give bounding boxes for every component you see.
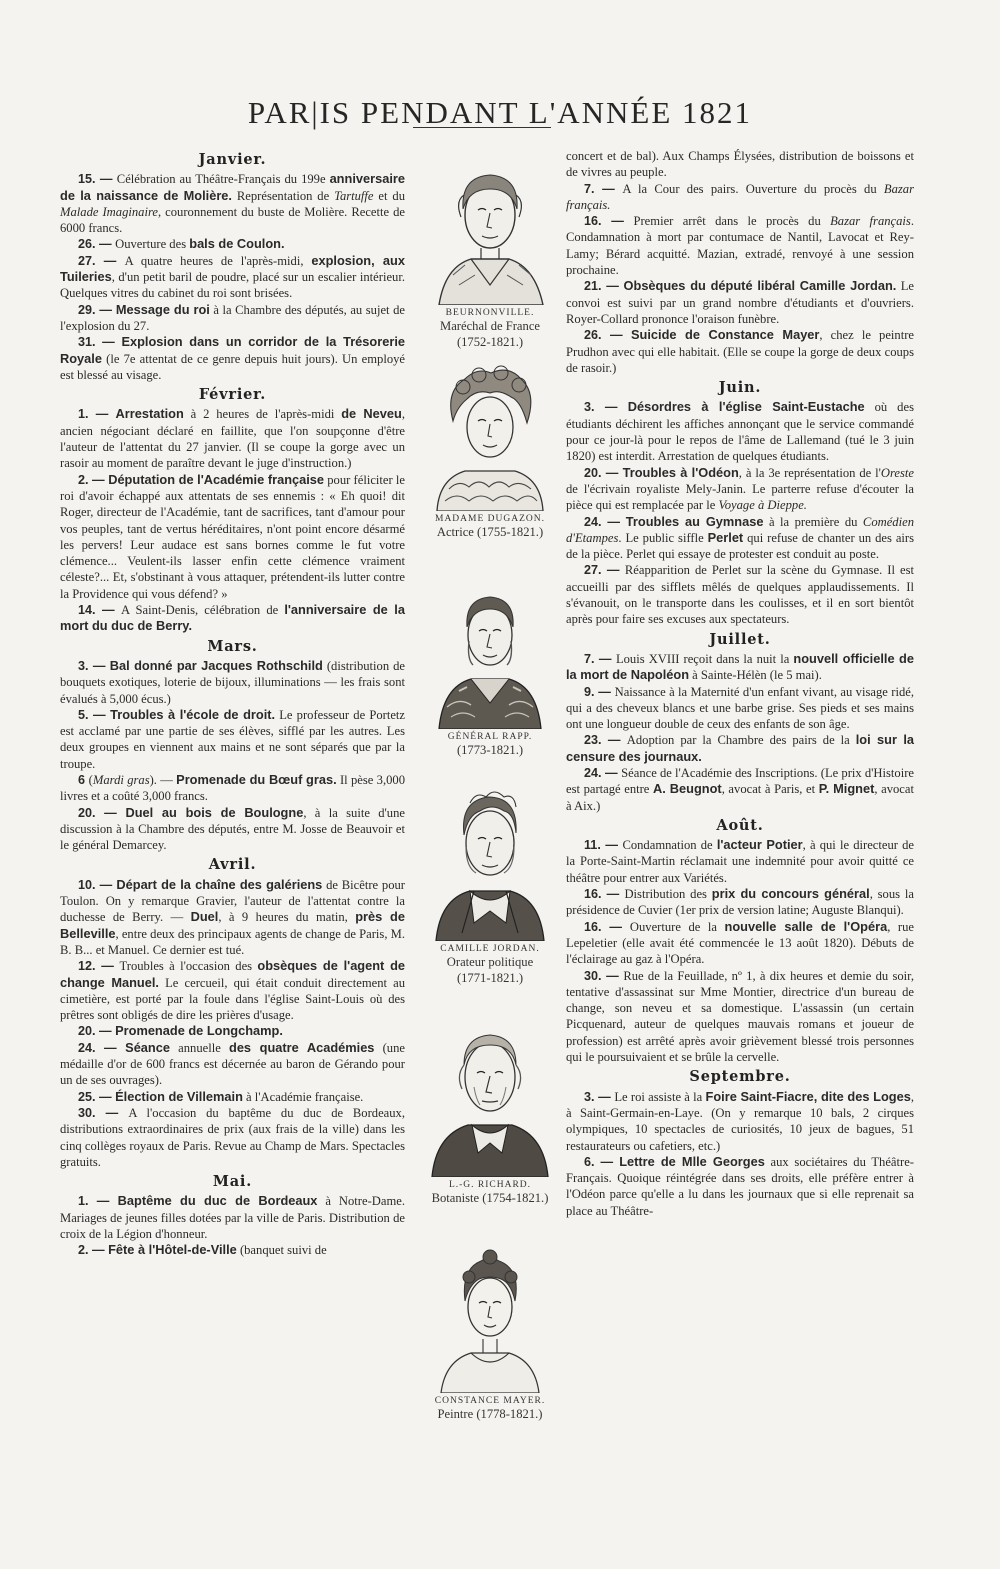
entry-text: Le professeur de Portetz est acclamé par une partie de ses élèves, sifflé par les autres. Les deux groupes en viennent aux mains et ne sont séparés que par la troupe. (60, 707, 405, 771)
rapp-portrait-image (433, 579, 547, 729)
entry-text: Réapparition de Perlet sur la scène du Gymnase. Il est accueilli par des sifflets mêlés de quelques applaudissements. Il s'évanouit, on le transporte dans les coulisses, et il en sort bientôt après pour faire ses excuses aux spectateurs. (566, 563, 914, 627)
portrait-dates: (1773-1821.) (456, 743, 524, 757)
entry-date: 16. — (584, 919, 630, 934)
entry-date: 5. — (78, 707, 111, 722)
entry-highlight: Duel (190, 909, 219, 925)
entry-highlight: explosion, aux Tuileries (60, 252, 405, 285)
entry-text: , rue Lepeletier (elle avait été commencée le 13 août 1820). Débuts de l'éclairage au gaz à l'Opéra. (566, 919, 914, 967)
entry-text: Le cercueil, qui était conduit directement au cimetière, est porté par la foule dans l'église Saint-Louis où des prêtres sont obligés de dire les prières d'usage. (60, 975, 406, 1023)
chronicle-entry (60, 1105, 405, 1170)
entry-date: 16. — (584, 214, 634, 229)
entry-highlight: Foire Saint-Fiacre, dite des Loges (705, 1088, 911, 1104)
entry-text: et du (373, 188, 405, 203)
entry-text: , chez le peintre Prudhon avec qui elle habitait. (Elle se coupe la gorge de deux coups de rasoir.) (566, 328, 915, 375)
entry-highlight: Arrestation (115, 406, 184, 422)
entry-text: Naissance à la Maternité d'un enfant vivant, au visage ridé, qui a des cheveux blancs et une barbe grise. Ses pieds et ses mains ont une longueur double de ceux des enfants de son âge. (566, 684, 914, 732)
entry-highlight: Désordres à l'église Saint-Eustache (627, 399, 865, 415)
portrait-name: BEURNONVILLE. (445, 308, 535, 318)
entry-text: Il pèse 3,000 livres et a coûté 3,000 francs. (60, 772, 405, 804)
entry-text: , ancien négociant déclaré en faillite, que l'on soupçonne d'être l'auteur de l'attentat du 27 janvier. (Il se coupe la gorge avec un rasoir au moment de paraître devant le juge d'instruction.) (60, 407, 406, 471)
month-heading: Septembre. (689, 1068, 791, 1086)
entry-date: 10. — (78, 877, 117, 892)
month-heading: Juillet. (709, 630, 771, 648)
entry-highlight: Explosion dans un corridor de la Trésorerie Royale (60, 334, 405, 366)
entry-text: pour féliciter le roi d'avoir échappé aux attentats de ses ennemis : « Eh quoi! dit Roger, directeur de l'Académie, tant de sacrifices, tant d'amour pour vos peuples, tant de vertus héréditaires, n'ont point encore désarmé les pervers! Leur audace est sans bornes comme le fut votre clémence... Veulent-ils lasser enfin cette clémence vraiment céleste?... Et, s'obstinant à vous attaquer, prétendent-ils lutter contre la Providence qui vous défend? » (60, 472, 405, 601)
chronicle-entry (60, 602, 405, 635)
entry-text: Ouverture des (115, 237, 190, 252)
chronicle-entry (566, 684, 914, 733)
entry-date: 14. — (78, 603, 122, 618)
entry-date: 31. — (78, 335, 122, 350)
entry-text: ( (88, 772, 93, 787)
mayer-portrait-image (431, 1243, 549, 1393)
entry-title: Oreste (880, 465, 914, 480)
entry-title: Comédien d'Etampes (566, 514, 914, 545)
entry-date: 11. — (584, 838, 623, 853)
entry-text: à Sainte-Hélèn (le 5 mai). (689, 668, 822, 683)
month-heading: Août. (716, 816, 764, 834)
portrait-dates: (1771-1821.) (456, 971, 524, 985)
portrait-dates: (1752-1821.) (456, 335, 524, 349)
month-heading: Juin. (718, 379, 762, 397)
entry-highlight: Lettre de Mlle Georges (619, 1153, 765, 1169)
entry-text: Le convoi est suivi par un grand nombre d'étudiants et d'ouvriers. Royer-Collard prononce l'oraison funèbre. (566, 279, 914, 326)
chronicle-entry (60, 334, 405, 383)
entry-text: de Bicêtre pour Toulon. On y remarque Gravier, l'auteur de l'attentat contre la duchesse de Berry. — (60, 877, 405, 925)
entry-highlight: Départ de la chaîne des galériens (116, 876, 323, 892)
entry-highlight: des quatre Académies (229, 1039, 375, 1055)
entry-text: , avocat à Paris, et (721, 782, 819, 797)
chronicle-entry (566, 651, 914, 684)
entry-highlight: Obsèques du député libéral Camille Jordan. (623, 278, 897, 294)
entry-highlight: Perlet (707, 529, 744, 545)
left-column (60, 148, 405, 1259)
chronicle-entry (566, 837, 914, 886)
entry-date: 21. — (584, 279, 624, 294)
portrait-richard (420, 1019, 560, 1237)
entry-date: 3. — (584, 400, 628, 415)
title-divider (413, 127, 551, 128)
entry-text: , avocat à Aix.) (566, 782, 914, 813)
entry-title: Tartuffe (334, 188, 374, 203)
entry-date: 27. — (78, 253, 125, 268)
entry-highlight: obsèques de l'agent de change Manuel. (60, 958, 406, 990)
chronicle-entry (60, 1193, 405, 1242)
entry-date: 27. — (584, 563, 625, 578)
chronicle-entry (566, 886, 914, 919)
chronicle-entry (60, 958, 405, 1023)
entry-text: A la Cour des pairs. Ouverture du procès du (622, 181, 884, 196)
entry-text: (distribution de bouquets exotiques, loterie de bijoux, illuminations — les frais sont évalués à 5,000 écus.) (60, 658, 405, 706)
chronicle-entry (566, 327, 914, 376)
portrait-name: GÉNÉRAL RAPP. (447, 732, 533, 742)
portrait-name: CONSTANCE MAYER. (434, 1396, 546, 1406)
chronicle-entry (566, 514, 914, 563)
portrait-mayer (420, 1243, 560, 1443)
entry-highlight: P. Mignet (818, 781, 875, 797)
entry-text: Louis XVIII reçoit dans la nuit la (615, 651, 794, 666)
entry-date: 2. — (78, 472, 109, 487)
chronicle-entry (566, 1154, 914, 1219)
portrait-dugazon (420, 361, 560, 573)
entry-text: Séance de l'Académie des Inscriptions. (Le prix d'Histoire est partagé entre (566, 765, 914, 797)
portrait-role: Actrice (1755-1821.) (436, 525, 544, 539)
chronicle-entry (60, 472, 405, 602)
entry-highlight: Séance (125, 1039, 170, 1055)
chronicle-entry (60, 171, 405, 236)
chronicle-entry (566, 399, 914, 464)
entry-text: Troubles à l'occasion des (119, 959, 258, 974)
entry-text: , à la 3e représentation de l' (738, 465, 881, 480)
entry-text: Célébration au Théâtre-Français du 199e (116, 172, 330, 187)
chronicle-entry (60, 1242, 405, 1258)
chronicle-entry (566, 732, 914, 765)
portrait-name: L.-G. RICHARD. (448, 1180, 532, 1190)
chronicle-entry (566, 765, 914, 814)
portrait-rapp (420, 579, 560, 777)
entry-highlight: Promenade du Bœuf gras. (176, 771, 337, 787)
entry-text: (une médaille d'or de 600 francs est décernée au baron de Gérando pour un de ses ouvrages). (60, 1040, 405, 1088)
entry-highlight: Suicide de Constance Mayer (631, 327, 820, 343)
entry-highlight: près de Belleville (60, 909, 405, 941)
entry-date: 7. — (584, 181, 623, 196)
entry-highlight: l'anniversaire de la mort du duc de Berry. (60, 602, 405, 634)
portrait-name: MADAME DUGAZON. (435, 514, 545, 524)
chronicle-entry (60, 302, 405, 335)
entry-title: Malade Imaginaire (60, 204, 158, 219)
entry-highlight: Bal donné par Jacques Rothschild (109, 657, 323, 673)
entry-text: . Condamnation à mort par contumace de Nantil, Lavocat et Rey-Lamy; Bérard acquitté. Mazian, extradé, renvoyé à une session prochaine. (566, 214, 914, 278)
entry-text: , d'un petit baril de poudre, placé sur un escalier intérieur. Quelques vitres du cabinet du roi sont brisées. (60, 270, 405, 301)
entry-text: Rue de la Feuillade, nº 1, à dix heures et demie du soir, tentative d'assassinat sur Mme Montier, directrice d'un bureau de change, son neveu et sa domestique. L'assassin (un certain Picquenard, auteur de quelques mauvais romans et joueur de profession) est arrêté après avoir grièvement blessé trois personnes qui le poursuivaient et se brûle la cervelle. (566, 968, 914, 1065)
entry-date: 24. — (78, 1040, 126, 1055)
entry-date: 1. — (78, 1194, 118, 1209)
chronicle-entry (566, 562, 914, 627)
month-heading: Mars. (207, 637, 258, 655)
entry-date: 23. — (584, 733, 627, 748)
entry-highlight: Promenade de Longchamp. (115, 1023, 283, 1039)
entry-highlight: A. Beugnot (653, 781, 722, 797)
portrait-jordan (420, 783, 560, 1013)
entry-date: 1. — (78, 407, 116, 422)
entry-text: à 2 heures de l'après-midi (183, 407, 342, 422)
entry-highlight: Troubles au Gymnase (625, 513, 764, 529)
entry-text: , sous la présidence de Cuvier (1er prix de version latine; Auguste Blanqui). (566, 887, 914, 918)
chronicle-entry (60, 236, 405, 252)
entry-date: 6. — (584, 1154, 620, 1169)
entry-text: A Saint-Denis, célébration de (121, 603, 285, 618)
entry-date: 20. — (78, 805, 126, 820)
entry-text: à la Chambre des députés, au sujet de l'explosion du 27. (60, 302, 405, 333)
entry-text: Le roi assiste à la (614, 1089, 706, 1104)
entry-highlight: loi sur la censure des journaux. (566, 732, 915, 764)
entry-text: A l'occasion du baptême du duc de Bordeaux, distributions extraordinaires de prix (aux frais de la ville) dans les cinq collèges royaux de Paris. Revue au Champ de Mars. Spectacles gratuits. (60, 1105, 405, 1169)
chronicle-entry (566, 968, 914, 1066)
entry-text: (banquet suivi de (236, 1243, 327, 1258)
entry-text: à l'Académie française. (242, 1089, 364, 1104)
entry-highlight: prix du concours général (711, 886, 870, 902)
entry-title: Bazar français. (566, 181, 914, 212)
page-title: PAR|IS PENDANT L'ANNÉE 1821 (247, 94, 753, 130)
entry-highlight: de Neveu (341, 406, 402, 422)
entry-date: 7. — (584, 651, 616, 666)
entry-date: 30. — (78, 1105, 129, 1120)
right-column (566, 148, 914, 1219)
entry-text: Distribution des (624, 887, 712, 902)
entry-text: . Le public siffle (618, 530, 708, 545)
entry-text: (le 7e attentat de ce genre depuis huit jours). Un employé est blessé au visage. (60, 351, 405, 382)
entry-title: Voyage à Dieppe. (718, 498, 807, 513)
entry-highlight: nouvelle salle de l'Opéra (724, 918, 888, 934)
chronicle-entry (566, 213, 914, 278)
chronicle-entry (60, 805, 405, 854)
entry-text: , à qui le directeur de la Porte-Saint-Martin réclamait une indemnité pour avoir quitté ce théâtre pour entrer aux Variétés. (566, 838, 915, 885)
entry-text: à Notre-Dame. Mariages de jeunes filles dotées par la ville de Paris. Distribution de croix de la Légion d'honneur. (60, 1194, 405, 1241)
richard-portrait-image (428, 1019, 552, 1177)
entry-date: 20. — (78, 1024, 116, 1039)
entry-highlight: anniversaire de la naissance de Molière. (60, 171, 405, 203)
entry-date: 2. — (78, 1243, 109, 1258)
entry-text: , à la suite d'une discussion à la Chambre des députés, entre M. Josse de Beauvoir et le général Demarcey. (60, 805, 405, 853)
portrait-column (420, 155, 560, 1449)
entry-text: Condamnation de (622, 838, 717, 853)
entry-highlight: l'acteur Potier (716, 837, 803, 853)
entry-date: 26. — (78, 237, 116, 252)
dugazon-portrait-image (429, 361, 551, 511)
month-heading: Mai. (212, 1173, 253, 1191)
entry-text: Représentation de (231, 188, 335, 203)
entry-highlight: Députation de l'Académie française (108, 471, 325, 487)
entry-text: de l'écrivain royaliste Mely-Janin. Le parterre refuse d'écouter la pièce qui est remplacée par le (566, 481, 914, 513)
chronicle-entry (60, 1023, 405, 1039)
entry-date: 3. — (584, 1089, 615, 1104)
chronicle-entry (60, 877, 405, 958)
entry-text: , à 9 heures du matin, (218, 910, 356, 925)
entry-text: Premier arrêt dans le procès du (633, 214, 831, 229)
entry-text: Ouverture de la (629, 919, 725, 934)
entry-text: où des étudiants déchirent les affiches annonçant que le service commandé pour ce jour-là pour le repos de l'âme de Lallemand (tué le 3 juin 1820) est interdit. Arrestation de quelques étudiants. (566, 400, 914, 464)
month-heading: Avril. (208, 856, 257, 874)
portrait-name: CAMILLE JORDAN. (440, 944, 540, 954)
entry-highlight: Élection de Villemain (115, 1088, 243, 1104)
portrait-role: Botaniste (1754-1821.) (431, 1191, 549, 1205)
chronicle-entry (566, 148, 914, 181)
chronicle-entry (566, 465, 914, 514)
chronicle-entry (566, 181, 914, 214)
entry-highlight: nouvell officielle de la mort de Napoléon (566, 650, 914, 683)
entry-date: 9. — (584, 684, 615, 699)
chronicle-entry (60, 772, 405, 805)
chronicle-entry (60, 253, 405, 302)
portrait-beurnonville (420, 155, 560, 355)
entry-date: 6 (78, 772, 89, 787)
entry-date: 15. — (78, 172, 117, 187)
entry-highlight: bals de Coulon. (189, 236, 285, 252)
entry-highlight: Troubles à l'école de droit. (110, 706, 276, 722)
entry-highlight: Duel au bois de Boulogne (125, 804, 304, 820)
month-heading: Février. (198, 386, 267, 404)
entry-text: Adoption par la Chambre des pairs de la (626, 733, 856, 748)
entry-text: , entre deux des principaux agents de change de Paris, M. B. B... et Manuel. Ce dernier est tué. (60, 926, 405, 957)
beurnonville-portrait-image (431, 155, 549, 305)
entry-text: , couronnement du buste de Molière. Recette de 6000 francs. (60, 204, 405, 236)
entry-date: 25. — (78, 1089, 116, 1104)
chronicle-entry (60, 1040, 405, 1089)
entry-date: 29. — (78, 302, 116, 317)
entry-text: ). — (149, 772, 177, 787)
portrait-role: Maréchal de France (440, 319, 540, 333)
chronicle-entry (60, 707, 405, 772)
entry-text: A quatre heures de l'après-midi, (124, 253, 312, 268)
entry-text: à la première du (763, 514, 863, 529)
entry-highlight: Message du roi (115, 301, 210, 317)
entry-date: 20. — (584, 465, 623, 480)
month-heading: Janvier. (198, 151, 267, 168)
entry-text: , à Saint-Germain-en-Laye. (On y remarque 10 bals, 2 cirques olympiques, 10 spectacles de curiosités, 10 jeux de bagues, 51 restaurateurs ou cafetiers, etc.) (566, 1089, 914, 1153)
entry-date: 26. — (584, 328, 632, 343)
chronicle-entry (566, 278, 914, 327)
entry-date: 12. — (78, 959, 120, 974)
entry-date: 24. — (584, 514, 626, 529)
chronicle-entry (60, 658, 405, 707)
entry-text: concert et de bal). Aux Champs Élysées, distribution de boissons et de vivres au peuple. (566, 149, 914, 180)
chronicle-entry (566, 1089, 914, 1154)
entry-highlight: Fête à l'Hôtel-de-Ville (108, 1242, 237, 1258)
jordan-portrait-image (430, 783, 550, 941)
entry-title: Mardi gras (92, 772, 150, 787)
chronicle-entry (566, 919, 914, 968)
entry-highlight: Troubles à l'Odéon (622, 464, 739, 480)
entry-highlight: Baptême du duc de Bordeaux (117, 1193, 318, 1209)
entry-date: 16. — (584, 887, 625, 902)
portrait-role: Orateur politique (446, 955, 534, 969)
chronicle-entry (60, 406, 405, 471)
entry-date: 3. — (78, 658, 110, 673)
entry-text: aux sociétaires du Théâtre-Français. Quoique réintégrée dans ses droits, elle préfère entrer à l'Odéon parce qu'elle a lu dans les journaux que si elle reprenait sa place au Théâtre- (566, 1154, 914, 1218)
entry-date: 24. — (584, 765, 622, 780)
portrait-role: Peintre (1778-1821.) (437, 1407, 543, 1421)
chronicle-entry (60, 1089, 405, 1105)
entry-title: Bazar français (830, 214, 911, 229)
entry-text: qui refuse de chanter un des airs de la pièce. Perlet qui essaye de protester est conduit au poste. (566, 530, 915, 562)
entry-date: 30. — (584, 968, 624, 983)
entry-text: annuelle (169, 1040, 229, 1055)
